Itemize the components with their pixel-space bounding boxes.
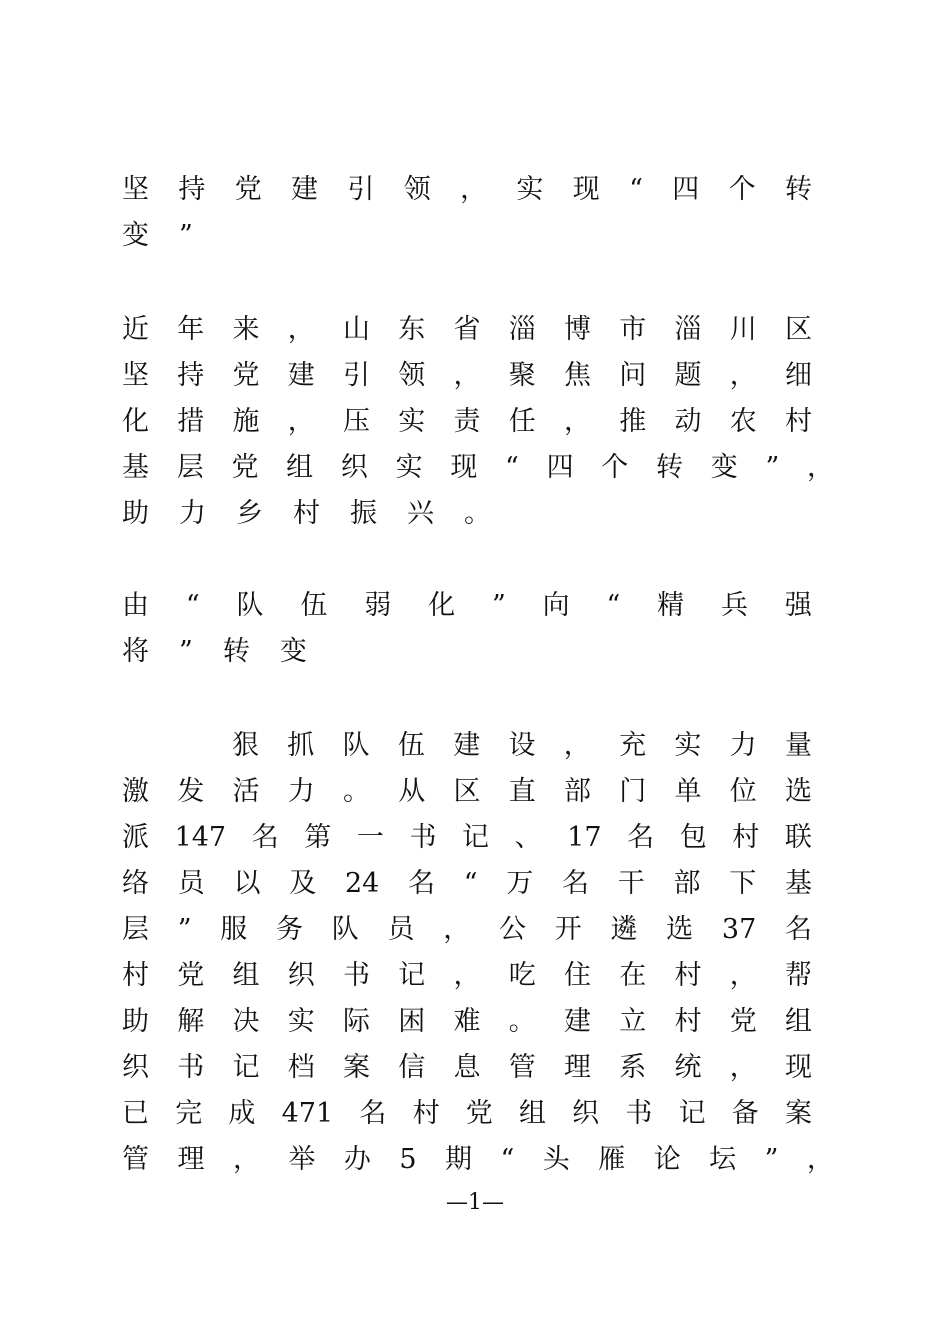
text-line: 基 层 党 组 织 实 现 “ 四 个 转 变 ” ， [122,452,834,483]
text-line: 织 书 记 档 案 信 息 管 理 系 统 ， 现 [122,1052,812,1083]
text-line: 近 年 来 ， 山 东 省 淄 博 市 淄 川 区 [122,314,812,345]
text-line: 由 “ 队 伍 弱 化 ” 向 “ 精 兵 强 [122,590,812,621]
text-line: 管 理 ， 举 办 5 期 “ 头 雁 论 坛 ” ， [122,1144,834,1175]
text-line: 坚 持 党 建 引 领 ， 实 现 “ 四 个 转 [122,174,812,205]
text-line: 助 力 乡 村 振 兴 。 [122,498,491,529]
text-line: 化 措 施 ， 压 实 责 任 ， 推 动 农 村 [122,406,812,437]
text-line: 已 完 成 471 名 村 党 组 织 书 记 备 案 [122,1098,812,1129]
text-line: 变 ” [122,220,193,251]
text-line: 层 ” 服 务 队 员 ， 公 开 遴 选 37 名 [122,914,812,945]
text-line: 村 党 组 织 书 记 ， 吃 住 在 村 ， 帮 [122,960,812,991]
text-line: 激 发 活 力 。 从 区 直 部 门 单 位 选 [122,776,812,807]
text-line: 派 147 名 第 一 书 记 、 17 名 包 村 联 [122,822,812,853]
text-line: 络 员 以 及 24 名 “ 万 名 干 部 下 基 [122,868,812,899]
text-line: 助 解 决 实 际 困 难 。 建 立 村 党 组 [122,1006,812,1037]
page-number: —1— [446,1190,504,1215]
text-line: 狠 抓 队 伍 建 设 ， 充 实 力 量 [232,730,812,761]
text-line: 坚 持 党 建 引 领 ， 聚 焦 问 题 ， 细 [122,360,812,391]
text-line: 将 ” 转 变 [122,636,307,667]
